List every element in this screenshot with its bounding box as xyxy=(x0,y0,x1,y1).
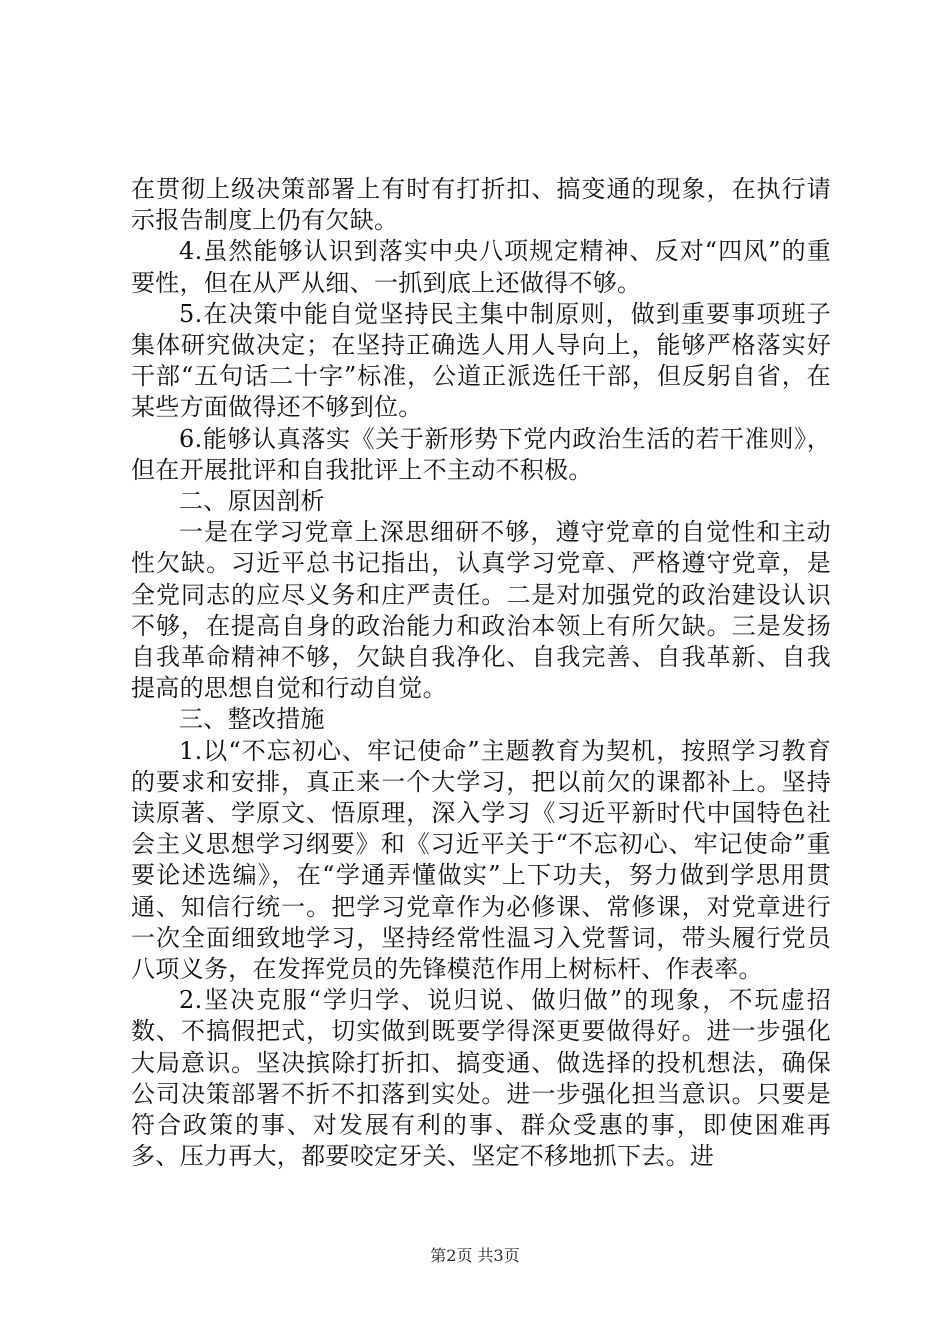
paragraph-item-6: 6.能够认真落实《关于新形势下党内政治生活的若干准则》，但在开展批评和自我批评上不主动不积极。 xyxy=(131,424,831,484)
paragraph-item-4: 4.虽然能够认识到落实中央八项规定精神、反对“四风”的重要性，但在从严从细、一抓到底上还做得不够。 xyxy=(131,237,831,297)
paragraph-measure-1: 1.以“不忘初心、牢记使命”主题教育为契机，按照学习教育的要求和安排，真正来一个大学习，把以前欠的课都补上。坚持读原著、学原文、悟原理，深入学习《习近平新时代中国特色社会主义思想学习纲要》和《习近平关于“不忘初心、牢记使命”重要论述选编》，在“学通弄懂做实”上下功夫，努力做到学思用贯通、知信行统一。把学习党章作为必修课、常修课，对党章进行一次全面细致地学习，坚持经常性温习入党誓词，带头履行党员八项义务，在发挥党员的先锋模范作用上树标杆、作表率。 xyxy=(131,736,831,984)
paragraph-item-5: 5.在决策中能自觉坚持民主集中制原则，做到重要事项班子集体研究做决定；在坚持正确选人用人导向上，能够严格落实好干部“五句话二十字”标准，公道正派选任干部，但反躬自省，在某些方面做得还不够到位。 xyxy=(131,299,831,422)
section-heading-rectification: 三、整改措施 xyxy=(179,705,325,734)
page-footer: 第2页 共3页 xyxy=(430,1246,520,1265)
paragraph-measure-2: 2.坚决克服“学归学、说归说、做归做”的现象，不玩虚招数、不搞假把式，切实做到既要学得深更要做得好。进一步强化大局意识。坚决摈除打折扣、搞变通、做选择的投机想法，确保公司决策部署不折不扣落到实处。进一步强化担当意识。只要是符合政策的事、对发展有利的事、群众受惠的事，即使困难再多、压力再大，都要咬定牙关、坚定不移地抓下去。进 xyxy=(131,986,831,1171)
section-heading-cause-analysis: 二、原因剖析 xyxy=(179,487,325,516)
paragraph-continuation: 在贯彻上级决策部署上有时有打折扣、搞变通的现象，在执行请示报告制度上仍有欠缺。 xyxy=(131,175,831,235)
paragraph-cause-analysis: 一是在学习党章上深思细研不够，遵守党章的自觉性和主动性欠缺。习近平总书记指出，认真学习党章、严格遵守党章，是全党同志的应尽义务和庄严责任。二是对加强党的政治建设认识不够，在提高自身的政治能力和政治本领上有所欠缺。三是发扬自我革命精神不够，欠缺自我净化、自我完善、自我革新、自我提高的思想自觉和行动自觉。 xyxy=(131,518,831,703)
document-body xyxy=(131,174,831,1173)
